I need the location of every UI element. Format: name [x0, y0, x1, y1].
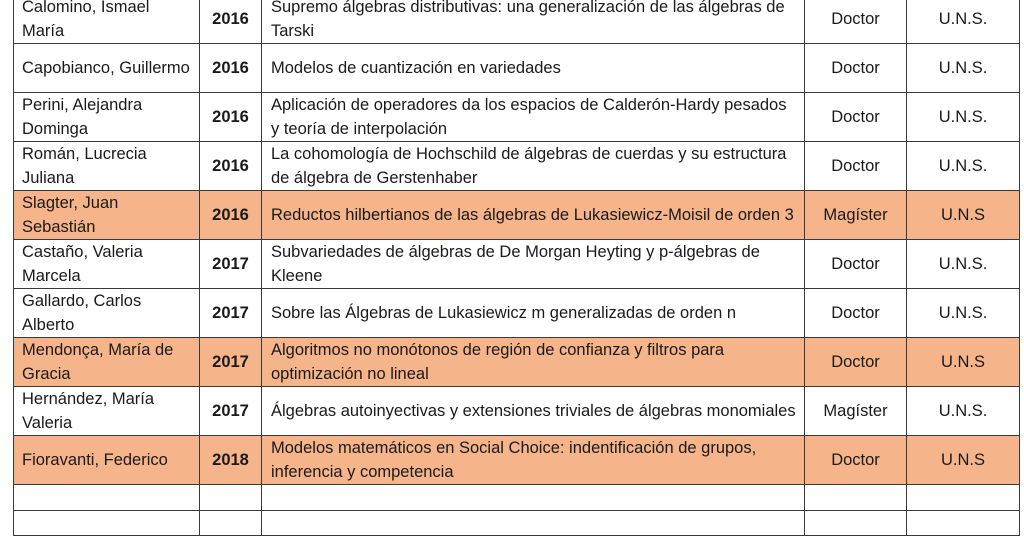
empty-cell [805, 485, 907, 511]
author-name-cell: Capobianco, Guillermo [14, 44, 200, 93]
year-cell: 2016 [200, 191, 262, 240]
thesis-title-cell: Modelos de cuantización en variedades [262, 44, 805, 93]
degree-cell: Doctor [805, 436, 907, 485]
author-name-cell: Mendonça, María de Gracia [14, 338, 200, 387]
institution-cell: U.N.S. [907, 387, 1020, 436]
institution-cell: U.N.S. [907, 289, 1020, 338]
thesis-title-cell: Supremo álgebras distributivas: una generalización de las álgebras de Tarski [262, 0, 805, 44]
empty-cell [907, 485, 1020, 511]
year-cell: 2018 [200, 436, 262, 485]
thesis-title-cell: Algoritmos no monótonos de región de confianza y filtros para optimización no lineal [262, 338, 805, 387]
table-row [14, 387, 1020, 436]
degree-cell: Doctor [805, 0, 907, 44]
degree-cell: Doctor [805, 44, 907, 93]
thesis-table [13, 0, 1020, 536]
author-name-cell: Castaño, Valeria Marcela [14, 240, 200, 289]
empty-cell [907, 511, 1020, 536]
author-name-cell: Slagter, Juan Sebastián [14, 191, 200, 240]
thesis-title-cell: Reductos hilbertianos de las álgebras de Lukasiewicz-Moisil de orden 3 [262, 191, 805, 240]
year-cell: 2016 [200, 44, 262, 93]
empty-cell [805, 511, 907, 536]
author-name-cell: Calomino, Ismael María [14, 0, 200, 44]
thesis-title-cell: Modelos matemáticos en Social Choice: indentificación de grupos, inferencia y competencia [262, 436, 805, 485]
empty-cell [200, 485, 262, 511]
institution-cell: U.N.S [907, 338, 1020, 387]
year-cell: 2016 [200, 142, 262, 191]
table-row [14, 142, 1020, 191]
thesis-title-cell: Álgebras autoinyectivas y extensiones triviales de álgebras monomiales [262, 387, 805, 436]
table-row [14, 0, 1020, 44]
empty-cell [262, 485, 805, 511]
author-name-cell: Hernández, María Valeria [14, 387, 200, 436]
thesis-title-cell: La cohomología de Hochschild de álgebras de cuerdas y su estructura de álgebra de Gerstenhaber [262, 142, 805, 191]
thesis-title-cell: Subvariedades de álgebras de De Morgan Heyting y p-álgebras de Kleene [262, 240, 805, 289]
institution-cell: U.N.S. [907, 0, 1020, 44]
year-cell: 2017 [200, 338, 262, 387]
empty-cell [14, 511, 200, 536]
thesis-title-cell: Aplicación de operadores da los espacios de Calderón-Hardy pesados y teoría de interpolación [262, 93, 805, 142]
institution-cell: U.N.S. [907, 93, 1020, 142]
year-cell: 2016 [200, 93, 262, 142]
institution-cell: U.N.S [907, 436, 1020, 485]
degree-cell: Doctor [805, 93, 907, 142]
degree-cell: Doctor [805, 142, 907, 191]
year-cell: 2017 [200, 240, 262, 289]
empty-cell [200, 511, 262, 536]
institution-cell: U.N.S [907, 191, 1020, 240]
table-row [14, 44, 1020, 93]
table-row [14, 240, 1020, 289]
year-cell: 2017 [200, 289, 262, 338]
author-name-cell: Fioravanti, Federico [14, 436, 200, 485]
empty-table-row [14, 485, 1020, 511]
institution-cell: U.N.S. [907, 142, 1020, 191]
author-name-cell: Román, Lucrecia Juliana [14, 142, 200, 191]
degree-cell: Doctor [805, 338, 907, 387]
table-row [14, 93, 1020, 142]
table-row-highlighted [14, 191, 1020, 240]
degree-cell: Magíster [805, 387, 907, 436]
table-row-highlighted [14, 436, 1020, 485]
table-row-highlighted [14, 338, 1020, 387]
year-cell: 2017 [200, 387, 262, 436]
institution-cell: U.N.S. [907, 240, 1020, 289]
thesis-title-cell: Sobre las Álgebras de Lukasiewicz m generalizadas de orden n [262, 289, 805, 338]
empty-cell [262, 511, 805, 536]
degree-cell: Magíster [805, 191, 907, 240]
degree-cell: Doctor [805, 240, 907, 289]
institution-cell: U.N.S. [907, 44, 1020, 93]
degree-cell: Doctor [805, 289, 907, 338]
empty-table-row [14, 511, 1020, 536]
author-name-cell: Perini, Alejandra Dominga [14, 93, 200, 142]
author-name-cell: Gallardo, Carlos Alberto [14, 289, 200, 338]
empty-cell [14, 485, 200, 511]
table-row [14, 289, 1020, 338]
year-cell: 2016 [200, 0, 262, 44]
